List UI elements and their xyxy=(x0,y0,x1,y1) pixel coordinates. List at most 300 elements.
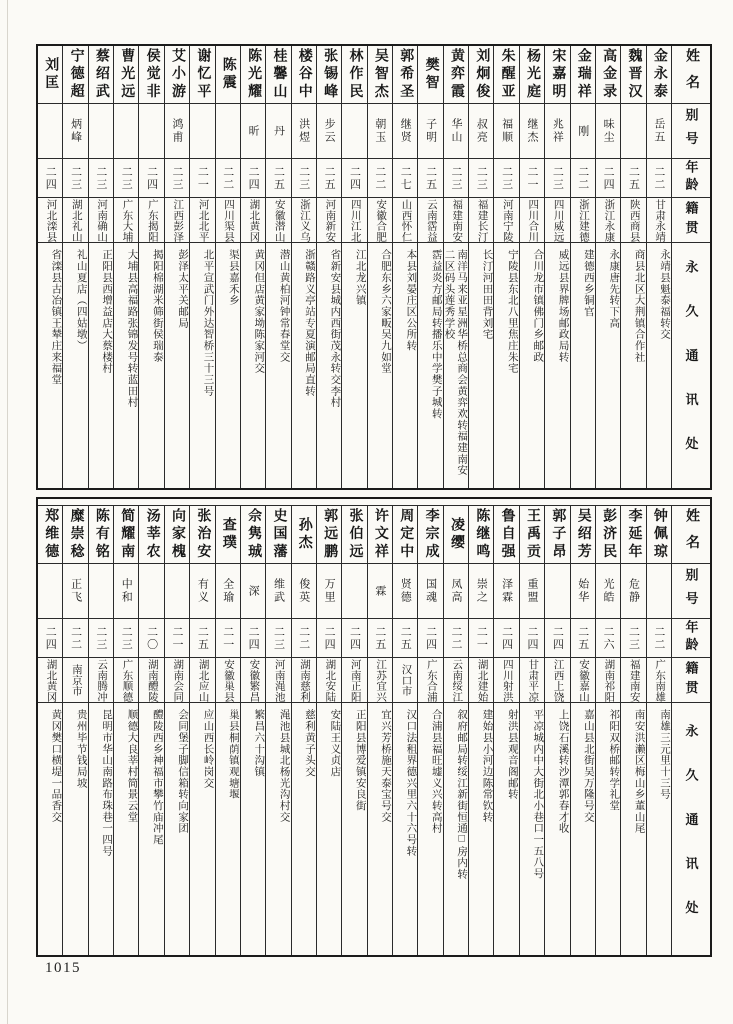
address-cell: 黄冈樊口横堤一品香交 xyxy=(38,702,62,955)
alias-cell xyxy=(216,103,240,158)
entry-column xyxy=(595,46,620,488)
native-place-cell: 陕西商县 xyxy=(621,197,645,242)
name-cell: 蔡绍武 xyxy=(93,47,109,102)
alias-cell xyxy=(165,563,189,618)
native-place-cell: 河南确山 xyxy=(89,197,113,242)
name-cell: 鲁自强 xyxy=(499,507,515,562)
address-cell: 平凉城内中大街北小巷口一五八号 xyxy=(520,702,544,955)
native-place-cell: 安徽潜山 xyxy=(266,197,290,242)
age-cell: 二四 xyxy=(241,618,265,657)
age-cell: 二三 xyxy=(63,158,87,197)
alias-cell: 子明 xyxy=(418,103,442,158)
address-cell: 合肥东乡六家畈吴九如堂 xyxy=(368,242,392,488)
name-cell: 林作民 xyxy=(347,47,363,102)
alias-cell xyxy=(342,103,366,158)
native-place-cell: 南京市 xyxy=(63,657,87,702)
name-cell: 郭希圣 xyxy=(398,47,414,102)
native-place-cell: 江西上饶 xyxy=(545,657,569,702)
address-cell: 宁陵县东北八里焦庄朱宅 xyxy=(494,242,518,488)
name-cell: 张治安 xyxy=(195,507,211,562)
address-cell: 正阳县西增益店大蔡楼村 xyxy=(89,242,113,488)
entry-column xyxy=(595,506,620,955)
native-place-cell: 四川渠县 xyxy=(216,197,240,242)
native-place-cell: 四川合川 xyxy=(520,197,544,242)
header-column xyxy=(671,506,710,955)
name-cell: 郭子昂 xyxy=(550,507,566,562)
age-cell: 二四 xyxy=(545,618,569,657)
entry-column xyxy=(240,46,265,488)
entry-column xyxy=(215,46,240,488)
name-cell: 查璞 xyxy=(220,516,236,553)
name-cell: 许文祥 xyxy=(372,507,388,562)
age-cell: 二五 xyxy=(393,618,417,657)
name-cell: 陈继鸣 xyxy=(474,507,490,562)
age-cell: 二四 xyxy=(38,158,62,197)
name-cell: 吴绍芳 xyxy=(575,507,591,562)
entry-column xyxy=(189,46,214,488)
age-cell: 二五 xyxy=(418,158,442,197)
address-cell: 礼山夏店（四姑墩） xyxy=(63,242,87,488)
native-place-cell: 湖北应山 xyxy=(190,657,214,702)
entry-column xyxy=(443,46,468,488)
entry-column xyxy=(38,46,62,488)
entry-column xyxy=(240,506,265,955)
native-place-cell: 湖北建始 xyxy=(469,657,493,702)
entry-column xyxy=(341,506,366,955)
entry-column xyxy=(417,46,442,488)
alias-cell: 炳峰 xyxy=(63,103,87,158)
address-cell: 黄冈但店黄家坳陈家河交 xyxy=(241,242,265,488)
address-cell: 祁阳双桥邮转学礼堂 xyxy=(596,702,620,955)
name-cell: 凌缨 xyxy=(448,516,464,553)
address-cell: 建德西乡铜官 xyxy=(571,242,595,488)
entry-column xyxy=(88,506,113,955)
entry-column xyxy=(544,506,569,955)
entry-column xyxy=(316,506,341,955)
alias-cell: 丹 xyxy=(266,103,290,158)
entry-column xyxy=(113,506,138,955)
native-place-cell: 广东大埔 xyxy=(114,197,138,242)
native-place-cell: 甘肃平凉 xyxy=(520,657,544,702)
entry-column xyxy=(519,46,544,488)
native-place-cell: 安徽繁昌 xyxy=(241,657,265,702)
alias-cell xyxy=(139,103,163,158)
name-cell: 向家槐 xyxy=(170,507,185,562)
alias-cell: 叔亮 xyxy=(469,103,493,158)
name-cell: 陈光耀 xyxy=(246,47,262,102)
alias-cell: 继杰 xyxy=(520,103,544,158)
alias-cell: 继贤 xyxy=(393,103,417,158)
address-cell: 渑池县城北杨光沟村交 xyxy=(266,702,290,955)
native-place-cell: 广东南雄 xyxy=(647,657,671,702)
address-cell: 嘉山县北街吴万隆号交 xyxy=(571,702,595,955)
name-cell: 郑维德 xyxy=(43,507,59,562)
native-place-cell: 广东顺德 xyxy=(114,657,138,702)
native-place-cell: 福建南安 xyxy=(444,197,468,242)
name-cell: 钟佩琼 xyxy=(651,507,667,562)
name-cell: 侯觉非 xyxy=(144,47,160,102)
header-alias-label: 别号 xyxy=(672,563,710,618)
age-cell: 二三 xyxy=(469,158,493,197)
alias-cell: 万里 xyxy=(317,563,341,618)
alias-cell xyxy=(190,103,214,158)
age-cell: 二四 xyxy=(494,618,518,657)
address-cell: 南安洪濑区梅山乡董山尾 xyxy=(621,702,645,955)
alias-cell: 洪煜 xyxy=(292,103,316,158)
name-cell: 陈震 xyxy=(220,56,236,93)
address-cell: 永靖县魁泰福转交 xyxy=(647,242,671,488)
name-cell: 史国藩 xyxy=(271,507,287,562)
name-cell: 汤莘农 xyxy=(144,507,160,562)
alias-cell: 危静 xyxy=(621,563,645,618)
native-place-cell: 湖北黄冈 xyxy=(241,197,265,242)
age-cell: 二三 xyxy=(444,158,468,197)
alias-cell: 全瑜 xyxy=(216,563,240,618)
alias-cell: 中和 xyxy=(114,563,138,618)
age-cell: 二一 xyxy=(469,618,493,657)
name-cell: 宋嘉明 xyxy=(550,47,566,102)
age-cell: 二四 xyxy=(596,158,620,197)
address-cell: 南洋马来亚星洲华桥总商会黄弈欢转福建南安二区码头莲秀学校 xyxy=(444,242,468,488)
address-cell: 北平宣武门外达智桥三十三号 xyxy=(190,242,214,488)
entry-column xyxy=(215,506,240,955)
native-place-cell: 山西怀仁 xyxy=(393,197,417,242)
alias-cell: 福顺 xyxy=(494,103,518,158)
name-cell: 张伯远 xyxy=(347,507,363,562)
age-cell: 二四 xyxy=(418,618,442,657)
address-cell: 巢县桐荫镇观塘堰 xyxy=(216,702,240,955)
header-native-label: 籍贯 xyxy=(672,197,710,242)
native-place-cell: 云南霑益 xyxy=(418,197,442,242)
age-cell: 二三 xyxy=(621,618,645,657)
name-cell: 高金录 xyxy=(601,47,617,102)
age-cell: 二六 xyxy=(596,618,620,657)
age-cell: 二五 xyxy=(190,618,214,657)
address-cell: 合川龙市镇佛门乡邮政 xyxy=(520,242,544,488)
name-cell: 佘隽珹 xyxy=(246,507,262,562)
entry-column xyxy=(341,46,366,488)
table-columns xyxy=(38,506,710,955)
entry-column xyxy=(468,46,493,488)
header-column xyxy=(671,46,710,488)
entry-column xyxy=(265,506,290,955)
native-place-cell: 湖北黄冈 xyxy=(38,657,62,702)
address-cell: 繁昌六十沟镇 xyxy=(241,702,265,955)
age-cell: 二四 xyxy=(342,618,366,657)
entry-column xyxy=(189,506,214,955)
name-cell: 简耀南 xyxy=(119,507,135,562)
entry-column xyxy=(164,506,189,955)
name-cell: 谢忆平 xyxy=(195,47,211,102)
native-place-cell: 河北北平 xyxy=(190,197,214,242)
alias-cell xyxy=(38,103,62,158)
age-cell: 二二 xyxy=(216,158,240,197)
age-cell: 二一 xyxy=(190,158,214,197)
age-cell: 二一 xyxy=(520,158,544,197)
alias-cell: 始华 xyxy=(571,563,595,618)
table-top-strip xyxy=(38,499,710,506)
alias-cell: 凤高 xyxy=(444,563,468,618)
name-cell: 金瑞祥 xyxy=(575,47,591,102)
entry-column xyxy=(620,506,645,955)
address-cell: 威远县界牌场邮政局转 xyxy=(545,242,569,488)
native-place-cell: 甘肃永靖 xyxy=(647,197,671,242)
address-cell: 省新安县城内西街茂永转交李村 xyxy=(317,242,341,488)
address-cell: 长汀河田田背刘宅 xyxy=(469,242,493,488)
alias-cell: 鸿甫 xyxy=(165,103,189,158)
alias-cell xyxy=(545,563,569,618)
age-cell: 二三 xyxy=(89,618,113,657)
name-cell: 宁德超 xyxy=(68,47,84,102)
age-cell: 二二 xyxy=(292,618,316,657)
address-cell: 大埔县高福路张锦发号转蓝田村 xyxy=(114,242,138,488)
native-place-cell: 湖北安陆 xyxy=(317,657,341,702)
native-place-cell: 安徽巢县 xyxy=(216,657,240,702)
address-cell: 霑益炎方邮局转播乐中学樊子城转 xyxy=(418,242,442,488)
alias-cell: 昕 xyxy=(241,103,265,158)
address-cell: 射洪县观音阁邮转 xyxy=(494,702,518,955)
entry-column xyxy=(646,506,671,955)
age-cell: 二二 xyxy=(368,158,392,197)
native-place-cell: 江西彭泽 xyxy=(165,197,189,242)
age-cell: 二三 xyxy=(114,618,138,657)
native-place-cell: 四川江北 xyxy=(342,197,366,242)
entry-column xyxy=(62,46,87,488)
header-age-label: 年龄 xyxy=(672,618,710,657)
name-cell: 金永泰 xyxy=(651,47,667,102)
header-address-label: 永久通讯处 xyxy=(672,702,710,955)
entry-column xyxy=(493,506,518,955)
age-cell: 二二 xyxy=(647,158,671,197)
alias-cell xyxy=(114,103,138,158)
entry-column xyxy=(62,506,87,955)
age-cell: 二一 xyxy=(216,618,240,657)
table-columns xyxy=(38,46,710,488)
address-cell: 贵州毕节钱局坡 xyxy=(63,702,87,955)
alias-cell xyxy=(647,563,671,618)
alias-cell: 刚 xyxy=(571,103,595,158)
alias-cell: 俊英 xyxy=(292,563,316,618)
alias-cell: 深 xyxy=(241,563,265,618)
address-cell: 商县北区大荆镇合作社 xyxy=(621,242,645,488)
age-cell: 二五 xyxy=(368,618,392,657)
entry-column xyxy=(443,506,468,955)
age-cell: 二四 xyxy=(139,158,163,197)
address-cell: 顺德大良莘村简景云堂 xyxy=(114,702,138,955)
address-cell: 潜山黄柏河钟常春堂交 xyxy=(266,242,290,488)
age-cell: 二三 xyxy=(165,158,189,197)
address-cell: 浙赣路义亭站专夏演邮局直转 xyxy=(292,242,316,488)
alias-cell: 兆祥 xyxy=(545,103,569,158)
entry-column xyxy=(570,46,595,488)
entry-column xyxy=(265,46,290,488)
alias-cell: 正飞 xyxy=(63,563,87,618)
age-cell: 二二 xyxy=(647,618,671,657)
address-cell: 应山西长岭岗交 xyxy=(190,702,214,955)
scan-edge-line xyxy=(7,0,8,1024)
address-cell: 建始县小河边陈常钦转 xyxy=(469,702,493,955)
name-cell: 周定中 xyxy=(398,507,414,562)
age-cell: 二二 xyxy=(63,618,87,657)
name-cell: 李延年 xyxy=(626,507,642,562)
name-cell: 杨光庭 xyxy=(525,47,541,102)
native-place-cell: 汉口市 xyxy=(393,657,417,702)
entry-column xyxy=(570,506,595,955)
entry-column xyxy=(316,46,341,488)
entry-column xyxy=(417,506,442,955)
native-place-cell: 湖南会同 xyxy=(165,657,189,702)
alias-cell: 贤德 xyxy=(393,563,417,618)
alias-cell: 朝玉 xyxy=(368,103,392,158)
alias-cell: 岳五 xyxy=(647,103,671,158)
native-place-cell: 河南宁陵 xyxy=(494,197,518,242)
entry-column xyxy=(88,46,113,488)
entry-column xyxy=(138,46,163,488)
native-place-cell: 广东揭阳 xyxy=(139,197,163,242)
alias-cell: 光皓 xyxy=(596,563,620,618)
address-cell: 揭阳棉湖米筛街侯瑞泰 xyxy=(139,242,163,488)
name-cell: 李宗成 xyxy=(423,507,439,562)
name-cell: 张锡峰 xyxy=(322,47,338,102)
address-cell: 慈利黄子头交 xyxy=(292,702,316,955)
entry-column xyxy=(291,46,316,488)
address-cell: 本县刘晏庄区公所转 xyxy=(393,242,417,488)
alias-cell: 霖 xyxy=(368,563,392,618)
name-cell: 王禹贡 xyxy=(525,507,541,562)
native-place-cell: 福建南安 xyxy=(621,657,645,702)
entry-column xyxy=(392,46,417,488)
header-native-label: 籍贯 xyxy=(672,657,710,702)
age-cell: 二七 xyxy=(393,158,417,197)
alias-cell: 步云 xyxy=(317,103,341,158)
native-place-cell: 四川射洪 xyxy=(494,657,518,702)
alias-cell: 崇之 xyxy=(469,563,493,618)
name-cell: 魏晋汉 xyxy=(626,47,642,102)
address-cell: 正阳县博爱镇安良街 xyxy=(342,702,366,955)
entry-column xyxy=(138,506,163,955)
age-cell: 二三 xyxy=(494,158,518,197)
entry-column xyxy=(544,46,569,488)
native-place-cell: 河北滦县 xyxy=(38,197,62,242)
native-place-cell: 安徽嘉山 xyxy=(571,657,595,702)
age-cell: 二五 xyxy=(266,158,290,197)
entry-column xyxy=(367,506,392,955)
native-place-cell: 安徽合肥 xyxy=(368,197,392,242)
address-cell: 省滦县古冶镇王辇庄来福堂 xyxy=(38,242,62,488)
entry-column xyxy=(38,506,62,955)
age-cell: 二二 xyxy=(571,158,595,197)
entry-column xyxy=(646,46,671,488)
native-place-cell: 湖南醴陵 xyxy=(139,657,163,702)
name-cell: 曹光远 xyxy=(119,47,135,102)
entry-column xyxy=(164,46,189,488)
name-cell: 楼谷中 xyxy=(296,47,312,102)
native-place-cell: 四川威远 xyxy=(545,197,569,242)
name-cell: 糜崇稔 xyxy=(68,507,84,562)
native-place-cell: 河南新安 xyxy=(317,197,341,242)
header-age-label: 年龄 xyxy=(672,158,710,197)
native-place-cell: 湖南祁阳 xyxy=(596,657,620,702)
entry-column xyxy=(392,506,417,955)
entry-column xyxy=(620,46,645,488)
native-place-cell: 云南绥江 xyxy=(444,657,468,702)
alias-cell xyxy=(89,563,113,618)
alias-cell: 维武 xyxy=(266,563,290,618)
name-cell: 孙杰 xyxy=(296,516,312,553)
age-cell: 二一 xyxy=(165,618,189,657)
native-place-cell: 湖南慈利 xyxy=(292,657,316,702)
name-cell: 彭济民 xyxy=(601,507,617,562)
alias-cell xyxy=(139,563,163,618)
address-cell: 永康唐先转下高 xyxy=(596,242,620,488)
name-cell: 艾小游 xyxy=(170,47,185,102)
alias-cell: 味尘 xyxy=(596,103,620,158)
entry-column xyxy=(291,506,316,955)
address-cell: 彭泽太平关邮局 xyxy=(165,242,189,488)
directory-table-upper xyxy=(36,44,712,490)
native-place-cell: 河南正阳 xyxy=(342,657,366,702)
age-cell: 二四 xyxy=(38,618,62,657)
name-cell: 黄弈霞 xyxy=(448,47,464,102)
entry-column xyxy=(468,506,493,955)
age-cell: 二五 xyxy=(571,618,595,657)
address-cell: 江北龙兴镇 xyxy=(342,242,366,488)
entry-column xyxy=(493,46,518,488)
address-cell: 安陆王义贞店 xyxy=(317,702,341,955)
alias-cell xyxy=(89,103,113,158)
alias-cell xyxy=(342,563,366,618)
native-place-cell: 广东合浦 xyxy=(418,657,442,702)
address-cell: 合浦县福旺墟义兴转高村 xyxy=(418,702,442,955)
entry-column xyxy=(367,46,392,488)
age-cell: 二三 xyxy=(89,158,113,197)
age-cell: 二五 xyxy=(621,158,645,197)
header-name-label: 姓名 xyxy=(684,47,699,102)
age-cell: 二二 xyxy=(444,618,468,657)
name-cell: 吴智杰 xyxy=(372,47,388,102)
age-cell: 二三 xyxy=(266,618,290,657)
header-address-label: 永久通讯处 xyxy=(672,242,710,488)
header-name-label: 姓名 xyxy=(684,507,699,562)
age-cell: 二〇 xyxy=(139,618,163,657)
address-cell: 南雄三元里十三号 xyxy=(647,702,671,955)
age-cell: 二四 xyxy=(241,158,265,197)
address-cell: 宜兴芳桥施天泰宝号交 xyxy=(368,702,392,955)
alias-cell xyxy=(38,563,62,618)
age-cell: 二四 xyxy=(342,158,366,197)
entry-column xyxy=(113,46,138,488)
alias-cell: 国魂 xyxy=(418,563,442,618)
name-cell: 郭远鹏 xyxy=(322,507,338,562)
alias-cell: 重盟 xyxy=(520,563,544,618)
native-place-cell: 河南渑池 xyxy=(266,657,290,702)
name-cell: 桂馨山 xyxy=(271,47,287,102)
age-cell: 二三 xyxy=(545,158,569,197)
header-alias-label: 别号 xyxy=(672,103,710,158)
page-number: 1015 xyxy=(45,960,81,976)
native-place-cell: 福建长汀 xyxy=(469,197,493,242)
alias-cell xyxy=(621,103,645,158)
name-cell: 陈有铭 xyxy=(93,507,109,562)
age-cell: 二四 xyxy=(317,618,341,657)
age-cell: 二三 xyxy=(292,158,316,197)
directory-table-lower xyxy=(36,497,712,957)
native-place-cell: 浙江义乌 xyxy=(292,197,316,242)
address-cell: 叙府邮局转绥江新街恒通□房内转 xyxy=(444,702,468,955)
native-place-cell: 浙江建德 xyxy=(571,197,595,242)
address-cell: 渠县嘉禾乡 xyxy=(216,242,240,488)
name-cell: 朱醒亚 xyxy=(499,47,515,102)
